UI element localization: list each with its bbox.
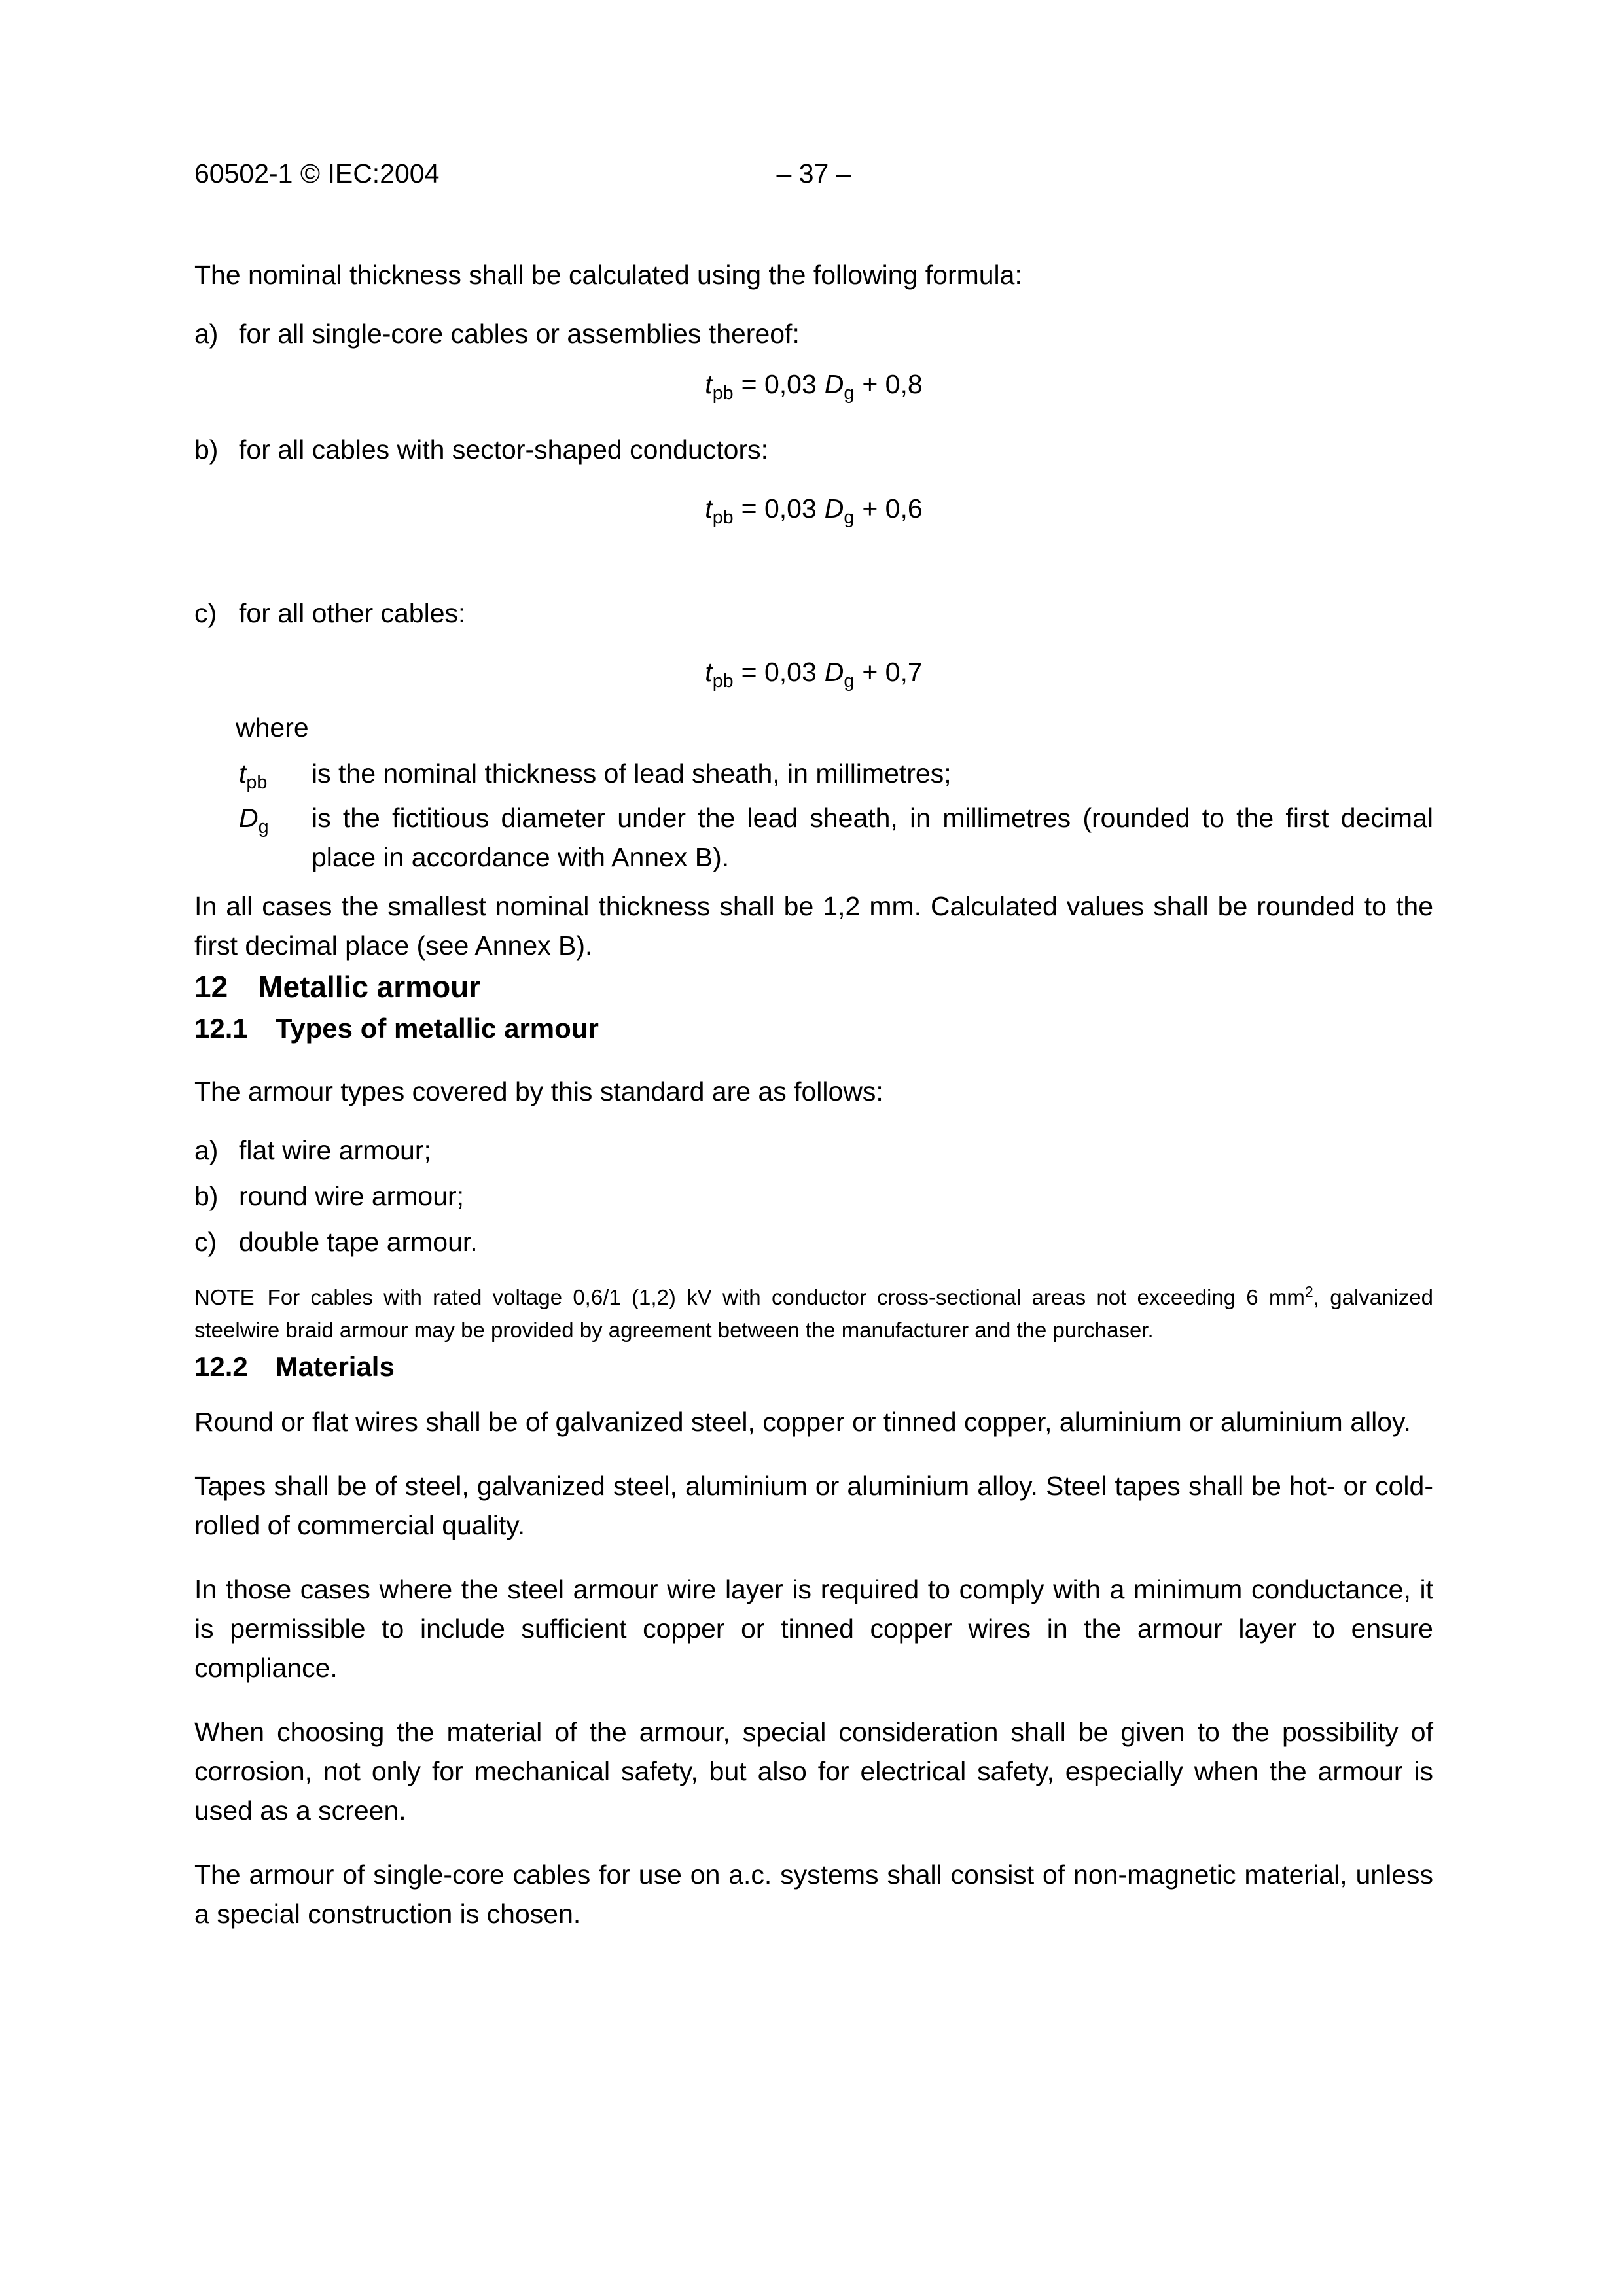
page-header (194, 154, 1433, 193)
list-item-text: for all other cables: (239, 598, 466, 628)
list-item-c (194, 593, 1433, 633)
formula-subscript: g (844, 671, 855, 692)
formula-b (194, 489, 1433, 528)
note-superscript: 2 (1304, 1283, 1313, 1300)
armour-type-item-a (194, 1131, 1433, 1170)
note-paragraph (194, 1281, 1433, 1347)
list-item-text: double tape armour. (239, 1227, 478, 1257)
materials-paragraph-2: Tapes shall be of steel, galvanized steel, aluminium or aluminium alloy. Steel tapes shall be hot- or cold-rolled of commercial quality. (194, 1471, 1433, 1540)
list-marker: b) (194, 1181, 219, 1211)
clause-12-heading (194, 965, 1433, 1008)
list-marker: a) (194, 319, 219, 349)
note-label: NOTE (194, 1285, 255, 1309)
definition-text: is the nominal thickness of lead sheath, in millimetres; (312, 758, 952, 788)
materials-paragraph-3: In those cases where the steel armour wire layer is required to comply with a minimum conductance, it is permissible to include sufficient copper or tinned copper wires in the armour layer to ensure compliance. (194, 1574, 1433, 1683)
formula-variable: t (705, 657, 713, 687)
where-label: where (236, 713, 309, 743)
definition-text: is the fictitious diameter under the lead sheath, in millimetres (rounded to the first decimal place in accordance with Annex B). (312, 803, 1433, 872)
formula-operator: = 0,03 (741, 493, 817, 523)
formula-operator: = 0,03 (741, 369, 817, 399)
definition-dg (194, 798, 1433, 877)
formula-subscript: g (844, 507, 855, 529)
formula-variable: D (824, 369, 844, 399)
formula-constant: + 0,6 (862, 493, 923, 523)
formula-operator: = 0,03 (741, 657, 817, 687)
formula-subscript: pb (712, 671, 734, 692)
definition-tpb (194, 754, 1433, 793)
formula-variable: D (824, 657, 844, 687)
page-number: – 37 – (776, 158, 851, 188)
subclause-title: Types of metallic armour (275, 1013, 599, 1044)
armour-type-item-c (194, 1222, 1433, 1262)
armour-type-item-b (194, 1176, 1433, 1216)
formula-variable: t (705, 369, 713, 399)
formula-subscript: pb (712, 507, 734, 529)
list-item-text: round wire armour; (239, 1181, 465, 1211)
armour-types-intro: The armour types covered by this standard are as follows: (194, 1076, 883, 1106)
definition-symbol: $D_g$ (239, 803, 269, 838)
formula-subscript: pb (712, 383, 734, 404)
formula-constant: + 0,7 (862, 657, 923, 687)
list-item-text: for all cables with sector-shaped conductors: (239, 434, 769, 465)
list-item-text: flat wire armour; (239, 1135, 431, 1165)
note-text: , galvanized steelwire braid armour may be provided by agreement between the manufacturer and the purchaser. (194, 1285, 1433, 1342)
materials-paragraph-4: When choosing the material of the armour, special consideration shall be given to the possibility of corrosion, not only for mechanical safety, but also for electrical safety, especially when the armour is used as a screen. (194, 1717, 1433, 1826)
list-marker: c) (194, 1227, 217, 1257)
formula-subscript: g (844, 383, 855, 404)
subclause-number: 12.1 (194, 1013, 248, 1044)
formula-variable: D (824, 493, 844, 523)
formula-a (194, 364, 1433, 404)
clause-title: Metallic armour (258, 970, 481, 1004)
formula-c (194, 652, 1433, 692)
subclause-number: 12.2 (194, 1351, 248, 1382)
list-item-text: for all single-core cables or assemblies thereof: (239, 319, 800, 349)
clause-number: 12 (194, 970, 228, 1004)
clause-12-1-heading (194, 1008, 1433, 1049)
materials-paragraph-5: The armour of single-core cables for use on a.c. systems shall consist of non-magnetic material, unless a special construction is chosen. (194, 1860, 1433, 1929)
note-text: For cables with rated voltage 0,6/1 (1,2) kV with conductor cross-sectional areas not exceeding 6 mm (267, 1285, 1305, 1309)
intro-paragraph: The nominal thickness shall be calculated using the following formula: (194, 260, 1022, 290)
materials-paragraph-1: Round or flat wires shall be of galvanized steel, copper or tinned copper, aluminium or aluminium alloy. (194, 1407, 1411, 1437)
clause-12-2-heading (194, 1347, 1433, 1387)
definition-symbol: $t_{pb}$ (239, 758, 268, 794)
list-marker: c) (194, 598, 217, 628)
list-item-a (194, 314, 1433, 353)
smallest-thickness-paragraph: In all cases the smallest nominal thickness shall be 1,2 mm. Calculated values shall be rounded to the first decimal place (see Annex B). (194, 891, 1433, 961)
list-marker: b) (194, 434, 219, 465)
subclause-title: Materials (275, 1351, 395, 1382)
page-content (194, 154, 1433, 1934)
formula-variable: t (705, 493, 713, 523)
doc-reference: 60502-1 © IEC:2004 (194, 158, 440, 188)
formula-constant: + 0,8 (862, 369, 923, 399)
list-marker: a) (194, 1135, 219, 1165)
list-item-b (194, 430, 1433, 469)
